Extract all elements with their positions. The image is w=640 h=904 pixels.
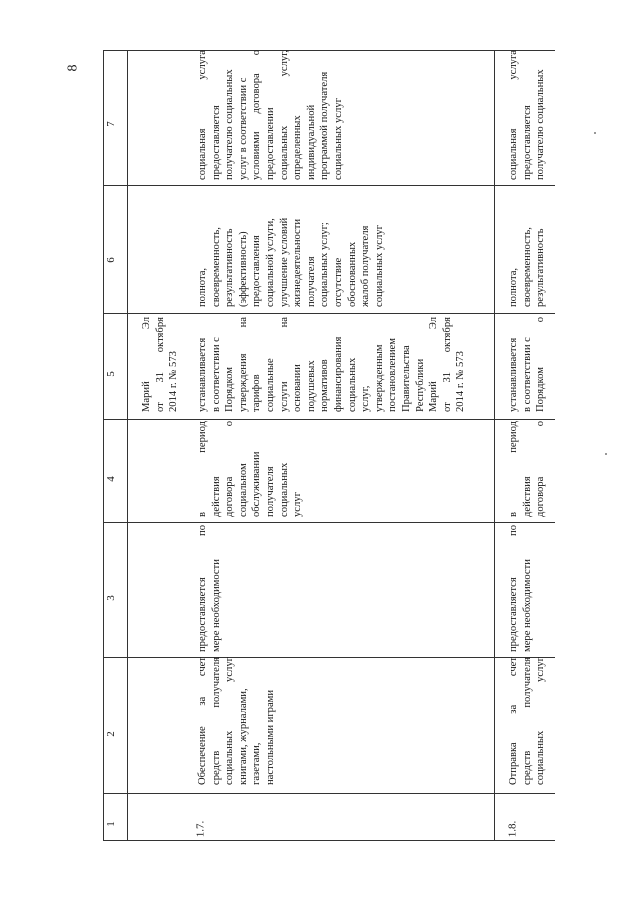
text-line: социальные [264, 358, 276, 412]
text-line: действия [521, 476, 533, 517]
text-line: полнота, [197, 267, 208, 307]
text-line: Правительства [400, 345, 412, 412]
text-line: получателя [264, 466, 276, 517]
text-line: в период [197, 421, 208, 517]
column-number: 5 [104, 371, 117, 377]
text-line: предоставляется [210, 105, 222, 180]
text-line: финансирования [332, 336, 344, 412]
header-bottom-border [127, 50, 128, 840]
text-line: социальных услуг [332, 98, 344, 180]
text-line: социальных услуг; [319, 222, 331, 307]
text-line: услуг [292, 492, 304, 517]
text-line: социальном [237, 463, 249, 517]
text-line: предоставлении [264, 107, 276, 180]
text-line: определенных [292, 115, 304, 180]
row-1-8-col2 [507, 657, 548, 785]
row-1-7-col3 [196, 525, 223, 652]
text-line: социальных [278, 462, 290, 517]
row-1-7-col4 [196, 421, 305, 517]
text-line: отсутствие [332, 257, 344, 307]
text-line: своевременность, [521, 227, 533, 307]
col-separator [103, 185, 555, 186]
text-line: утвержденным [373, 344, 385, 412]
row-1-8-col4 [507, 421, 548, 517]
text-line: программой получателя [319, 71, 331, 180]
text-line: от 31 октября [441, 317, 453, 412]
text-line: индивидуальной [305, 104, 317, 180]
text-line: социальной услуги, [264, 218, 276, 307]
text-line: социальных услуг, [278, 50, 290, 180]
column-number: 1 [104, 821, 117, 827]
text-line: жалоб получателя [360, 225, 372, 307]
text-line: мере необходимости [210, 559, 222, 652]
text-line: обслуживании [251, 451, 263, 517]
text-line: постановлением [387, 338, 399, 412]
text-line: подушевых [305, 360, 317, 412]
text-line: в период [508, 421, 519, 517]
row-1-8-col3 [507, 525, 534, 652]
text-line: услуги на [278, 317, 290, 412]
text-line: получателя [305, 256, 317, 307]
text-line: условиями договора о [251, 50, 263, 180]
column-number: 2 [104, 731, 117, 737]
text-line: Республики [414, 358, 426, 412]
header-left-border [103, 50, 104, 840]
col-separator [103, 840, 555, 841]
row-1-7-col6 [196, 189, 386, 307]
text-line: в соответствии с [521, 337, 533, 412]
text-line: услуг, [360, 385, 372, 412]
row-1-8-col5 [507, 317, 548, 412]
text-line: полнота, [508, 267, 519, 307]
page-number: 8 [65, 64, 81, 72]
column-number: 6 [104, 257, 117, 263]
row-number: 1.7. [194, 820, 207, 838]
text-line: мере необходимости [521, 559, 533, 652]
scan-speck [605, 453, 607, 455]
column-number: 3 [104, 595, 117, 601]
row-1-7-col5 [196, 317, 468, 412]
col-separator [103, 793, 555, 794]
text-line: тарифов [251, 374, 263, 412]
text-line: социальная услуга [508, 50, 519, 180]
text-line: получателю социальных [224, 69, 236, 180]
text-line: газетами, [251, 742, 263, 785]
text-line: Обеспечение за счет [197, 657, 208, 785]
text-line: Марий Эл [141, 317, 152, 412]
col-separator [103, 419, 555, 420]
text-line: Отправка за счет [508, 657, 519, 785]
text-line: действия [210, 476, 222, 517]
text-line: улучшение условий [278, 217, 290, 307]
text-line: обоснованных [346, 241, 358, 307]
text-line: договора о [224, 421, 236, 517]
row-1-8-col6 [507, 189, 548, 307]
text-line: утверждения на [237, 317, 249, 412]
text-line: Порядком [224, 367, 236, 412]
row-number: 1.8. [506, 820, 519, 838]
text-line: получателю социальных [535, 69, 547, 180]
text-line: предоставления [251, 235, 263, 307]
col-separator [103, 522, 555, 523]
text-line: результативность [535, 228, 547, 307]
scan-speck [594, 132, 596, 134]
text-line: 2014 г. № 573 [455, 351, 467, 412]
text-line: социальных услуг [224, 657, 236, 785]
text-line: от 31 октября [154, 317, 166, 412]
text-line: социальных услуг [373, 225, 385, 307]
text-line: средств получателя [521, 657, 533, 785]
col-separator [103, 313, 555, 314]
text-line: книгами, журналами, [237, 688, 249, 785]
text-line: устанавливается [508, 337, 519, 412]
col-separator [103, 657, 555, 658]
text-line: 2014 г. № 573 [168, 351, 180, 412]
text-line: социальная услуга [197, 50, 208, 180]
text-line: средств получателя [210, 657, 222, 785]
text-line: договора о [535, 421, 547, 517]
text-line: предоставляется по [197, 525, 208, 652]
prev-row-col5 [140, 317, 181, 412]
text-line: Порядком о [535, 317, 547, 412]
column-number: 4 [104, 476, 117, 482]
text-line: социальных [346, 357, 358, 412]
row-1-7-col2 [196, 657, 278, 785]
text-line: услуг в соответствии с [237, 77, 249, 180]
text-line: в соответствии с [210, 337, 222, 412]
text-line: своевременность, [210, 227, 222, 307]
text-line: жизнедеятельности [292, 218, 304, 307]
text-line: устанавливается [197, 337, 208, 412]
column-number: 7 [104, 121, 117, 127]
row-1-7-col7 [196, 50, 346, 180]
text-line: предоставляется по [508, 525, 519, 652]
row-separator [494, 50, 495, 840]
text-line: социальных услуг [535, 657, 547, 785]
text-line: (эффективность) [237, 231, 249, 307]
text-line: нормативов [319, 359, 331, 412]
text-line: настольными играми [264, 689, 276, 785]
row-1-8-col7 [507, 50, 548, 180]
text-line: основании [292, 364, 304, 412]
text-line: результативность [224, 228, 236, 307]
text-line: предоставляется [521, 105, 533, 180]
text-line: Марий Эл [428, 317, 440, 412]
